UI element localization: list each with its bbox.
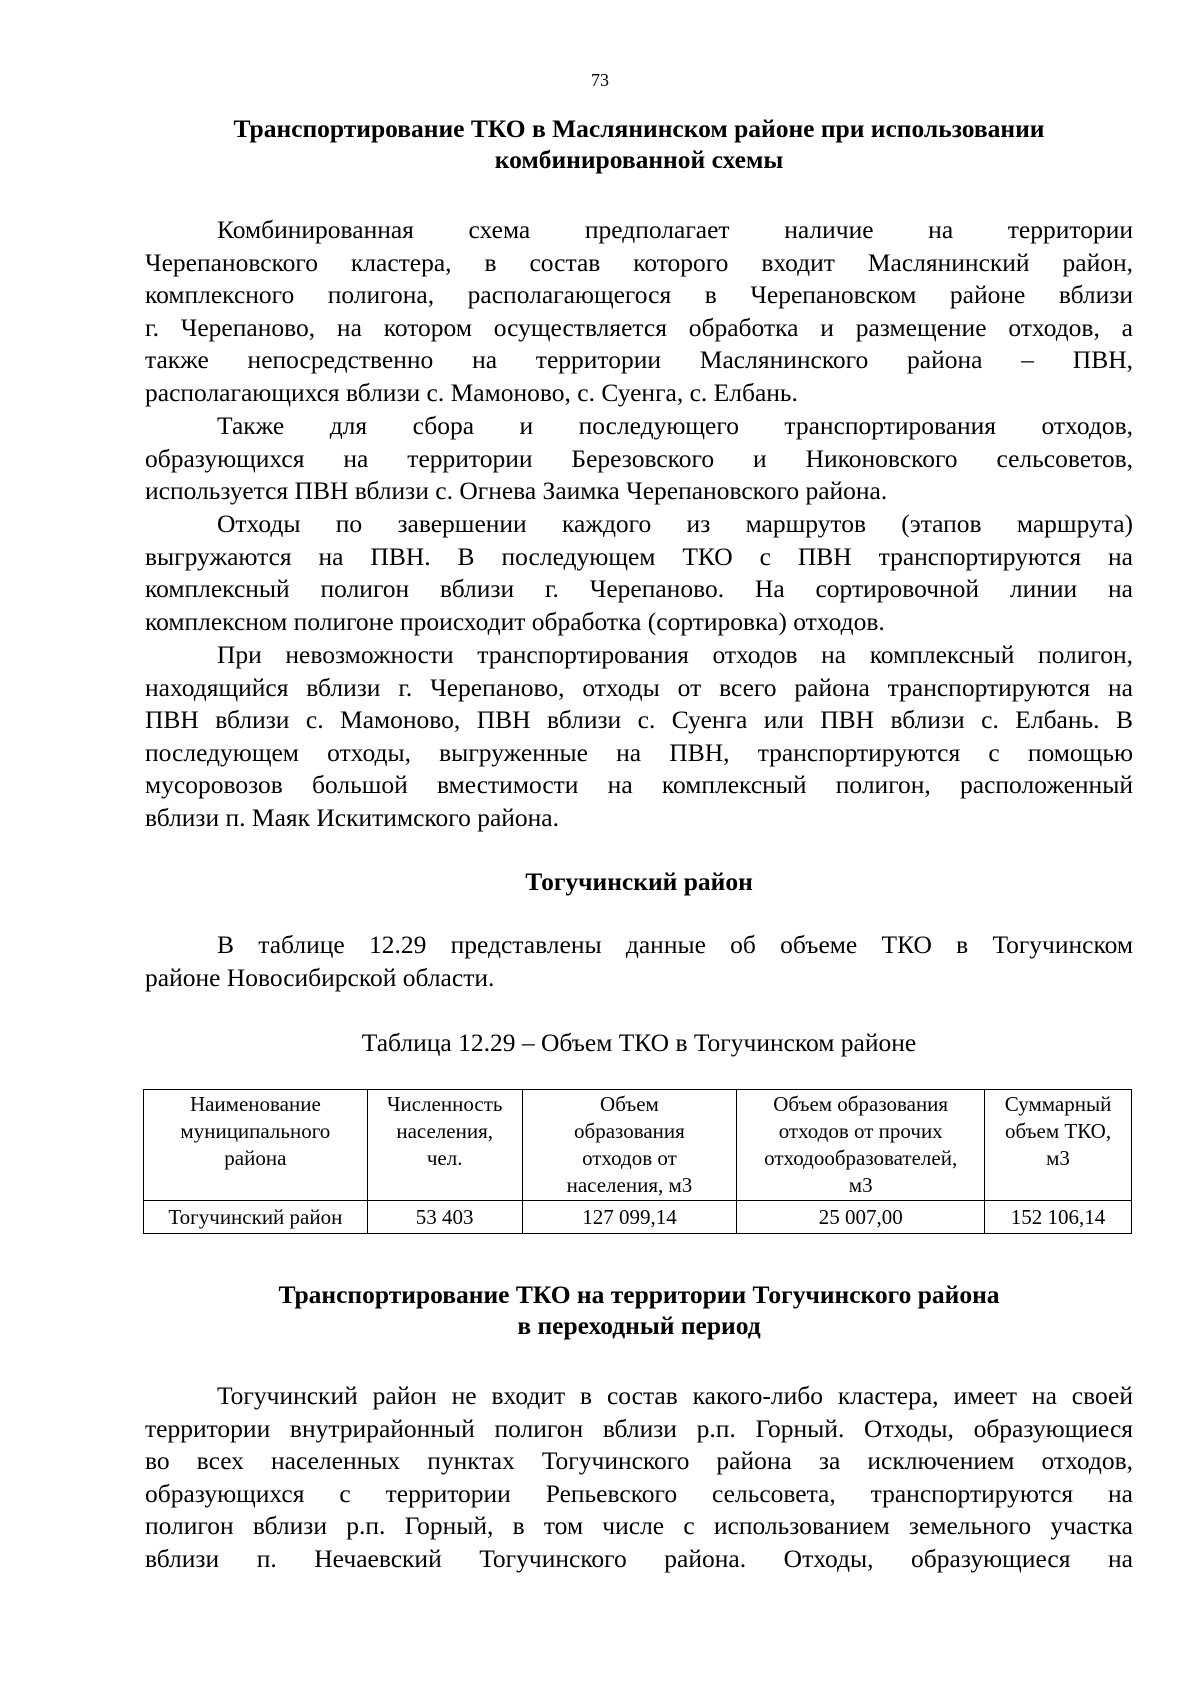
header-text: Суммарный <box>1004 1092 1112 1116</box>
header-text: Объем <box>600 1092 659 1116</box>
header-text: муниципального <box>180 1119 331 1143</box>
table-cell-total: 152 106,14 <box>985 1201 1132 1234</box>
table-cell-population: 53 403 <box>367 1201 522 1234</box>
text-line: ПВН вблизи с. Мамоново, ПВН вблизи с. Суенга или ПВН вблизи с. Елбань. В <box>145 705 1133 735</box>
header-text: объем ТКО, <box>1004 1119 1112 1143</box>
paragraph-table-intro <box>145 929 1133 994</box>
table-cell-other-waste: 25 007,00 <box>737 1201 985 1234</box>
table-cell-district: Тогучинский район <box>144 1201 368 1234</box>
table-header-row <box>144 1090 1132 1201</box>
text-line: полигон вблизи р.п. Горный, в том числе с использованием земельного участка <box>145 1511 1133 1541</box>
paragraph-alternative-route <box>145 639 1133 835</box>
table-row <box>144 1201 1132 1234</box>
paragraph-toguchin-transport <box>145 1380 1133 1576</box>
paragraph-combined-scheme <box>145 214 1133 410</box>
section-heading-toguchin: Тогучинский район <box>525 867 753 896</box>
heading-line: Транспортирование ТКО на территории Тогучинского района <box>278 1280 1000 1309</box>
text-line: выгружаются на ПВН. В последующем ТКО с ПВН транспортируются на <box>145 541 1133 571</box>
column-header-total <box>985 1090 1132 1201</box>
header-text: чел. <box>426 1146 463 1170</box>
text-line: Отходы по завершении каждого из маршрутов (этапов маршрута) <box>217 509 1133 538</box>
text-line: В таблице 12.29 представлены данные об объеме ТКО в Тогучинском <box>217 930 1133 959</box>
text-line: вблизи п. Маяк Искитимского района. <box>145 802 560 832</box>
column-header-other-waste <box>737 1090 985 1201</box>
heading-line: Транспортирование ТКО в Маслянинском районе при использовании <box>233 114 1045 143</box>
heading-line: комбинированной схемы <box>494 145 784 174</box>
column-header-district <box>144 1090 368 1201</box>
section-heading-transition-period <box>145 1279 1133 1341</box>
header-text: отходообразователей, <box>764 1146 958 1170</box>
text-line: Комбинированная схема предполагает наличие на территории <box>217 215 1133 244</box>
header-text: м3 <box>848 1173 873 1197</box>
paragraph-ogneva-zaimka <box>145 410 1133 508</box>
header-text: населения, м3 <box>566 1173 693 1197</box>
column-header-population <box>367 1090 522 1201</box>
text-line: во всех населенных пунктах Тогучинского района за исключением отходов, <box>145 1446 1133 1476</box>
table-caption: Таблица 12.29 – Объем ТКО в Тогучинском районе <box>361 1028 917 1057</box>
section-heading-maslyanino <box>145 113 1133 175</box>
header-text: м3 <box>1046 1146 1070 1170</box>
header-text: отходов от прочих <box>778 1119 943 1143</box>
header-text: Наименование <box>189 1092 321 1116</box>
text-line: районе Новосибирской области. <box>145 962 495 992</box>
text-line: комплексном полигоне происходит обработка (сортировка) отходов. <box>145 606 885 636</box>
header-text: Численность <box>386 1092 503 1116</box>
header-text: образования <box>574 1119 685 1143</box>
text-line: образующихся с территории Репьевского сельсовета, транспортируются на <box>145 1478 1133 1508</box>
text-line: Также для сбора и последующего транспортирования отходов, <box>217 411 1133 440</box>
text-line: вблизи п. Нечаевский Тогучинского района. Отходы, образующиеся на <box>145 1543 1133 1573</box>
header-text: района <box>224 1146 287 1170</box>
text-line: находящийся вблизи г. Черепаново, отходы от всего района транспортируются на <box>145 672 1133 702</box>
text-line: При невозможности транспортирования отходов на комплексный полигон, <box>217 640 1133 669</box>
header-text: населения, <box>396 1119 493 1143</box>
paragraph-routes <box>145 508 1133 638</box>
tko-volume-table <box>143 1089 1132 1234</box>
text-line: комплексного полигона, располагающегося в Черепановском районе вблизи <box>145 280 1133 310</box>
text-line: используется ПВН вблизи с. Огнева Заимка Черепановского района. <box>145 476 888 506</box>
text-line: комплексный полигон вблизи г. Черепаново. На сортировочной линии на <box>145 574 1133 604</box>
text-line: г. Черепаново, на котором осуществляется обработка и размещение отходов, а <box>145 312 1133 342</box>
text-line: Тогучинский район не входит в состав какого-либо кластера, имеет на своей <box>217 1381 1133 1410</box>
text-line: располагающихся вблизи с. Мамоново, с. Суенга, с. Елбань. <box>145 377 798 407</box>
column-header-population-waste <box>522 1090 737 1201</box>
text-line: также непосредственно на территории Маслянинского района – ПВН, <box>145 345 1133 375</box>
text-line: мусоровозов большой вместимости на комплексный полигон, расположенный <box>145 770 1133 800</box>
header-text: Объем образования <box>773 1092 949 1116</box>
heading-line: в переходный период <box>517 1311 761 1340</box>
header-text: отходов от <box>582 1146 677 1170</box>
text-line: последующем отходы, выгруженные на ПВН, транспортируются с помощью <box>145 737 1133 767</box>
page-number: 73 <box>591 70 609 90</box>
text-line: образующихся на территории Березовского и Никоновского сельсоветов, <box>145 443 1133 473</box>
table-cell-population-waste: 127 099,14 <box>522 1201 737 1234</box>
text-line: Черепановского кластера, в состав которого входит Маслянинский район, <box>145 247 1133 277</box>
text-line: территории внутрирайонный полигон вблизи р.п. Горный. Отходы, образующиеся <box>145 1413 1133 1443</box>
